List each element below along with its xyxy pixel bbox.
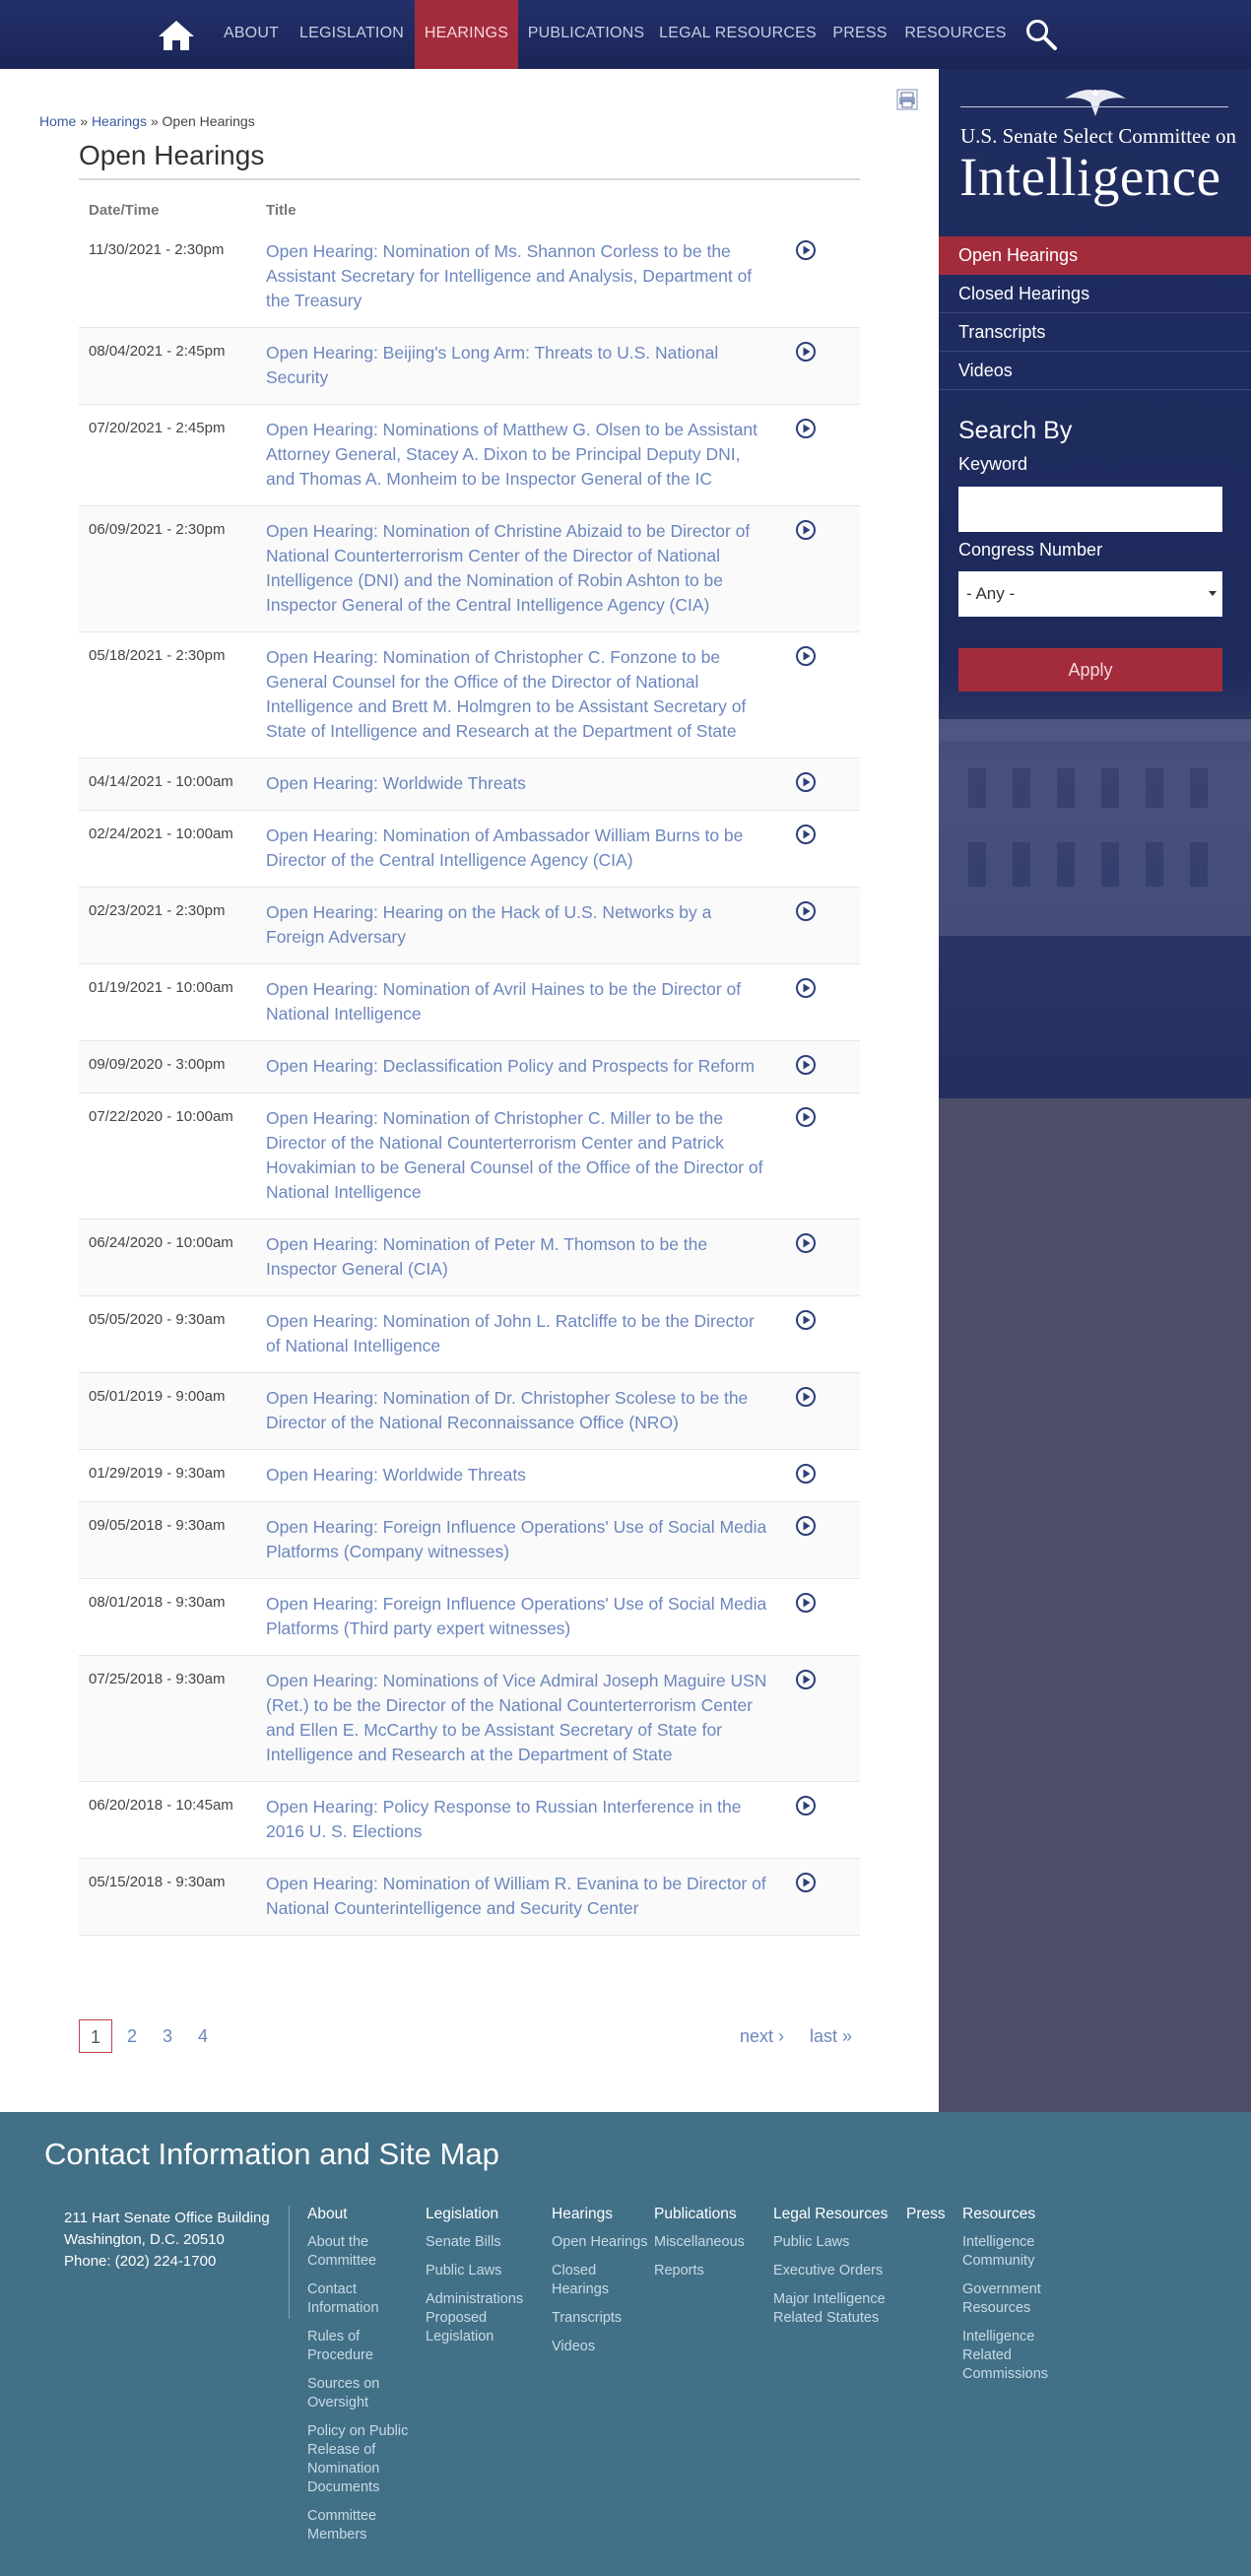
column-header-date: Date/Time <box>89 202 160 219</box>
hearing-title-link[interactable]: Open Hearing: Nomination of Christine Abizaid to be Director of National Counterterrorism Center of the Director of National Intelligence (DNI) and the Nomination of Robin Ashton to be Inspector General of the Central Intelligence Agency (CIA) <box>266 521 751 615</box>
footer-link[interactable]: Miscellaneous <box>654 2234 745 2250</box>
footer-link[interactable]: Transcripts <box>552 2310 623 2326</box>
table-row <box>79 1093 860 1220</box>
footer-link[interactable]: Closed Hearings <box>552 2263 610 2297</box>
logo-divider <box>960 106 1228 107</box>
hearing-date: 05/15/2018 - 9:30am <box>89 1874 226 1890</box>
table-row <box>79 1579 860 1656</box>
logo-title: Intelligence <box>959 147 1221 207</box>
hearing-title-link[interactable]: Open Hearing: Nomination of Dr. Christopher Scolese to be the Director of the National Reconnaissance Office (NRO) <box>266 1388 749 1432</box>
table-row <box>79 1656 860 1782</box>
phone-line: Phone: (202) 224-1700 <box>64 2253 217 2270</box>
address-line: Washington, D.C. 20510 <box>64 2231 225 2248</box>
hearing-title-link[interactable]: Open Hearing: Policy Response to Russian Interference in the 2016 U. S. Elections <box>266 1797 742 1841</box>
sidebar-item-videos[interactable]: Videos <box>939 352 1251 390</box>
play-video-icon[interactable] <box>795 1669 817 1690</box>
sidebar-item-closed-hearings[interactable]: Closed Hearings <box>939 275 1251 313</box>
table-row <box>79 1373 860 1450</box>
hearing-date: 08/01/2018 - 9:30am <box>89 1594 226 1611</box>
hearing-title-link[interactable]: Open Hearing: Nomination of Christopher C. Fonzone to be General Counsel for the Office of the Director of National Intelligence and Brett M. Holmgren to be Assistant Secretary of State of Intelligence and Research at the Department of State <box>266 647 747 741</box>
table-row <box>79 1859 860 1936</box>
eagle-logo-icon <box>1061 87 1130 120</box>
play-video-icon[interactable] <box>795 1872 817 1893</box>
column-header-title: Title <box>266 202 296 219</box>
hearing-date: 04/14/2021 - 10:00am <box>89 773 233 790</box>
sidebar-item-transcripts[interactable]: Transcripts <box>939 313 1251 352</box>
table-row <box>79 632 860 759</box>
hearing-title-link[interactable]: Open Hearing: Nomination of Ms. Shannon Corless to be the Assistant Secretary for Intelligence and Analysis, Department of the Treasury <box>266 241 753 310</box>
breadcrumb-hearings-link[interactable]: Hearings <box>91 113 147 129</box>
sidebar <box>939 69 1251 1098</box>
play-video-icon[interactable] <box>795 341 817 363</box>
footer-link[interactable]: Sources on Oversight <box>307 2376 380 2411</box>
hearing-date: 02/23/2021 - 2:30pm <box>89 902 226 919</box>
footer-link[interactable]: Committee Members <box>307 2508 377 2543</box>
footer <box>0 2112 1251 2576</box>
footer-column-heading[interactable]: About <box>307 2206 348 2222</box>
footer-column-heading[interactable]: Resources <box>962 2206 1036 2222</box>
nav-legislation[interactable]: LEGISLATION <box>299 25 404 41</box>
play-video-icon[interactable] <box>795 1309 817 1331</box>
hearing-date: 05/05/2020 - 9:30am <box>89 1311 226 1328</box>
pager-page-2[interactable]: 2 <box>126 2026 137 2046</box>
play-video-icon[interactable] <box>795 1515 817 1537</box>
footer-column-heading[interactable]: Publications <box>654 2206 737 2222</box>
page-title: Open Hearings <box>79 140 265 170</box>
nav-hearings[interactable]: HEARINGS <box>415 0 518 69</box>
play-video-icon[interactable] <box>795 1232 817 1254</box>
footer-link[interactable]: Major Intelligence Related Statutes <box>773 2291 886 2326</box>
footer-column-heading[interactable]: Legislation <box>426 2206 499 2222</box>
footer-column-heading[interactable]: Hearings <box>552 2206 614 2222</box>
play-video-icon[interactable] <box>795 977 817 999</box>
hearings-table <box>79 227 860 1936</box>
table-row <box>79 328 860 405</box>
play-video-icon[interactable] <box>795 519 817 541</box>
congress-number-value: - Any - <box>966 584 1016 603</box>
footer-column-heading[interactable]: Legal Resources <box>773 2206 889 2222</box>
footer-link[interactable]: Intelligence Related Commissions <box>962 2329 1049 2382</box>
hearing-title-link[interactable]: Open Hearing: Nomination of Ambassador William Burns to be Director of the Central Intelligence Agency (CIA) <box>266 826 744 870</box>
hearing-title-link[interactable]: Open Hearing: Foreign Influence Operations' Use of Social Media Platforms (Company witnesses) <box>266 1517 767 1561</box>
footer-link[interactable]: Reports <box>654 2263 704 2279</box>
apply-button[interactable]: Apply <box>958 648 1222 692</box>
congress-number-select[interactable] <box>958 571 1222 617</box>
hearing-title-link[interactable]: Open Hearing: Nominations of Matthew G. Olsen to be Assistant Attorney General, Stacey A. Dixon to be Principal Deputy DNI, and Thomas A. Monheim to be Inspector General of the IC <box>266 420 757 489</box>
hearing-title-link[interactable]: Open Hearing: Beijing's Long Arm: Threats to U.S. National Security <box>266 343 719 387</box>
nav-publications[interactable]: PUBLICATIONS <box>527 25 645 41</box>
pager-page-1[interactable]: 1 <box>79 2019 112 2053</box>
top-nav <box>0 0 1251 69</box>
keyword-label: Keyword <box>958 454 1028 474</box>
footer-address <box>64 2208 270 2273</box>
hearing-date: 06/24/2020 - 10:00am <box>89 1234 233 1251</box>
hearing-date: 07/25/2018 - 9:30am <box>89 1671 226 1687</box>
nav-legal-resources[interactable]: LEGAL RESOURCES <box>659 25 817 41</box>
hearing-date: 07/22/2020 - 10:00am <box>89 1108 233 1125</box>
sidebar-menu <box>939 236 1251 390</box>
footer-column <box>552 2206 650 2366</box>
hearing-title-link[interactable]: Open Hearing: Declassification Policy and Prospects for Reform <box>266 1056 756 1076</box>
table-row <box>79 1220 860 1296</box>
logo-subtitle: U.S. Senate Select Committee on <box>960 124 1236 148</box>
footer-link[interactable]: About the Committee <box>307 2234 377 2269</box>
breadcrumb-current: Open Hearings <box>162 113 255 129</box>
table-row <box>79 1296 860 1373</box>
home-icon[interactable] <box>158 20 195 51</box>
footer-link[interactable]: Rules of Procedure <box>307 2329 373 2363</box>
hearing-title-link[interactable]: Open Hearing: Nomination of John L. Ratcliffe to be the Director of National Intelligence <box>266 1311 755 1355</box>
table-row <box>79 811 860 888</box>
play-video-icon[interactable] <box>795 239 817 261</box>
hearing-title-link[interactable]: Open Hearing: Nomination of Christopher C. Miller to be the Director of the National Counterterrorism Center and Patrick Hovakimian to be General Counsel of the Office of the Director of National Intelligence <box>266 1108 763 1202</box>
footer-link[interactable]: Policy on Public Release of Nomination Documents <box>307 2423 409 2495</box>
congress-number-label: Congress Number <box>958 540 1103 560</box>
play-video-icon[interactable] <box>795 1592 817 1614</box>
footer-link[interactable]: Public Laws <box>426 2263 502 2279</box>
search-icon[interactable] <box>1024 18 1058 51</box>
play-video-icon[interactable] <box>795 900 817 922</box>
footer-link[interactable]: Government Resources <box>962 2281 1041 2316</box>
play-video-icon[interactable] <box>795 824 817 845</box>
breadcrumb <box>39 113 255 129</box>
hearing-date: 02/24/2021 - 10:00am <box>89 826 233 842</box>
nav-resources[interactable]: RESOURCES <box>904 25 1007 41</box>
footer-link[interactable]: Senate Bills <box>426 2234 501 2250</box>
footer-column <box>906 2206 955 2233</box>
footer-link[interactable]: Administrations Proposed Legislation <box>426 2291 524 2345</box>
play-video-icon[interactable] <box>795 1054 817 1076</box>
table-row <box>79 1041 860 1093</box>
table-row <box>79 759 860 811</box>
hearing-title-link[interactable]: Open Hearing: Worldwide Threats <box>266 1465 526 1485</box>
hearing-date: 01/29/2019 - 9:30am <box>89 1465 226 1482</box>
table-row <box>79 964 860 1041</box>
footer-link[interactable]: Executive Orders <box>773 2263 884 2279</box>
hearing-date: 08/04/2021 - 2:45pm <box>89 343 226 360</box>
footer-link[interactable]: Contact Information <box>307 2281 379 2316</box>
address-line: 211 Hart Senate Office Building <box>64 2210 270 2226</box>
footer-link[interactable]: Open Hearings <box>552 2234 648 2250</box>
pager-page-3[interactable]: 3 <box>162 2026 172 2046</box>
title-divider <box>79 178 860 180</box>
hearing-title-link[interactable]: Open Hearing: Nomination of Avril Haines to be the Director of National Intelligence <box>266 979 742 1024</box>
keyword-input[interactable] <box>958 487 1222 532</box>
table-row <box>79 227 860 328</box>
table-row <box>79 405 860 506</box>
pager-page-4[interactable]: 4 <box>197 2026 208 2046</box>
pager-next-link[interactable]: next › <box>740 2026 785 2046</box>
hearing-date: 05/01/2019 - 9:00am <box>89 1388 226 1405</box>
breadcrumb-separator: » <box>80 113 89 129</box>
table-row <box>79 1502 860 1579</box>
footer-column <box>773 2206 901 2338</box>
hearing-date: 11/30/2021 - 2:30pm <box>89 241 225 258</box>
table-row <box>79 506 860 632</box>
hearing-date: 01/19/2021 - 10:00am <box>89 979 233 996</box>
footer-link[interactable]: Intelligence Community <box>962 2234 1035 2269</box>
hearing-title-link[interactable]: Open Hearing: Nomination of William R. Evanina to be Director of National Counterintelligence and Security Center <box>266 1874 766 1918</box>
footer-column <box>307 2206 414 2554</box>
search-by-heading: Search By <box>958 417 1073 444</box>
footer-link[interactable]: Videos <box>552 2339 596 2354</box>
table-row <box>79 888 860 964</box>
footer-column <box>654 2206 762 2290</box>
hearing-title-link[interactable]: Open Hearing: Hearing on the Hack of U.S. Networks by a Foreign Adversary <box>266 902 712 947</box>
breadcrumb-home-link[interactable]: Home <box>39 113 77 129</box>
footer-column <box>962 2206 1071 2394</box>
hearing-title-link[interactable]: Open Hearing: Nominations of Vice Admiral Joseph Maguire USN (Ret.) to be the Director of the National Counterterrorism Center and Ellen E. McCarthy to be Assistant Secretary of State for Intelligence and Research at the Department of State <box>266 1671 767 1764</box>
footer-divider <box>289 2206 290 2319</box>
table-row <box>79 1450 860 1502</box>
breadcrumb-separator: » <box>150 113 159 129</box>
play-video-icon[interactable] <box>795 1386 817 1408</box>
play-video-icon[interactable] <box>795 771 817 793</box>
print-icon[interactable] <box>896 89 918 110</box>
table-row <box>79 1782 860 1859</box>
play-video-icon[interactable] <box>795 645 817 667</box>
hearing-title-link[interactable]: Open Hearing: Foreign Influence Operations' Use of Social Media Platforms (Third party expert witnesses) <box>266 1594 767 1638</box>
pager <box>79 2019 860 2053</box>
sidebar-item-open-hearings[interactable]: Open Hearings <box>939 236 1251 275</box>
hearing-date: 06/09/2021 - 2:30pm <box>89 521 226 538</box>
pager-last-link[interactable]: last » <box>810 2026 853 2046</box>
footer-column-heading[interactable]: Press <box>906 2206 946 2222</box>
play-video-icon[interactable] <box>795 418 817 439</box>
footer-title: Contact Information and Site Map <box>44 2137 499 2171</box>
caret-down-icon <box>1209 591 1217 596</box>
hearing-date: 07/20/2021 - 2:45pm <box>89 420 226 436</box>
capitol-building-image <box>939 680 1251 1098</box>
hearing-date: 09/09/2020 - 3:00pm <box>89 1056 226 1073</box>
hearing-date: 05/18/2021 - 2:30pm <box>89 647 226 664</box>
footer-column <box>426 2206 539 2356</box>
footer-link[interactable]: Public Laws <box>773 2234 850 2250</box>
hearing-date: 09/05/2018 - 9:30am <box>89 1517 226 1534</box>
play-video-icon[interactable] <box>795 1795 817 1816</box>
hearing-title-link[interactable]: Open Hearing: Nomination of Peter M. Thomson to be the Inspector General (CIA) <box>266 1234 708 1279</box>
play-video-icon[interactable] <box>795 1106 817 1128</box>
hearing-date: 06/20/2018 - 10:45am <box>89 1797 233 1814</box>
hearing-title-link[interactable]: Open Hearing: Worldwide Threats <box>266 773 526 793</box>
nav-press[interactable]: PRESS <box>832 25 888 41</box>
nav-about[interactable]: ABOUT <box>223 25 280 41</box>
play-video-icon[interactable] <box>795 1463 817 1485</box>
